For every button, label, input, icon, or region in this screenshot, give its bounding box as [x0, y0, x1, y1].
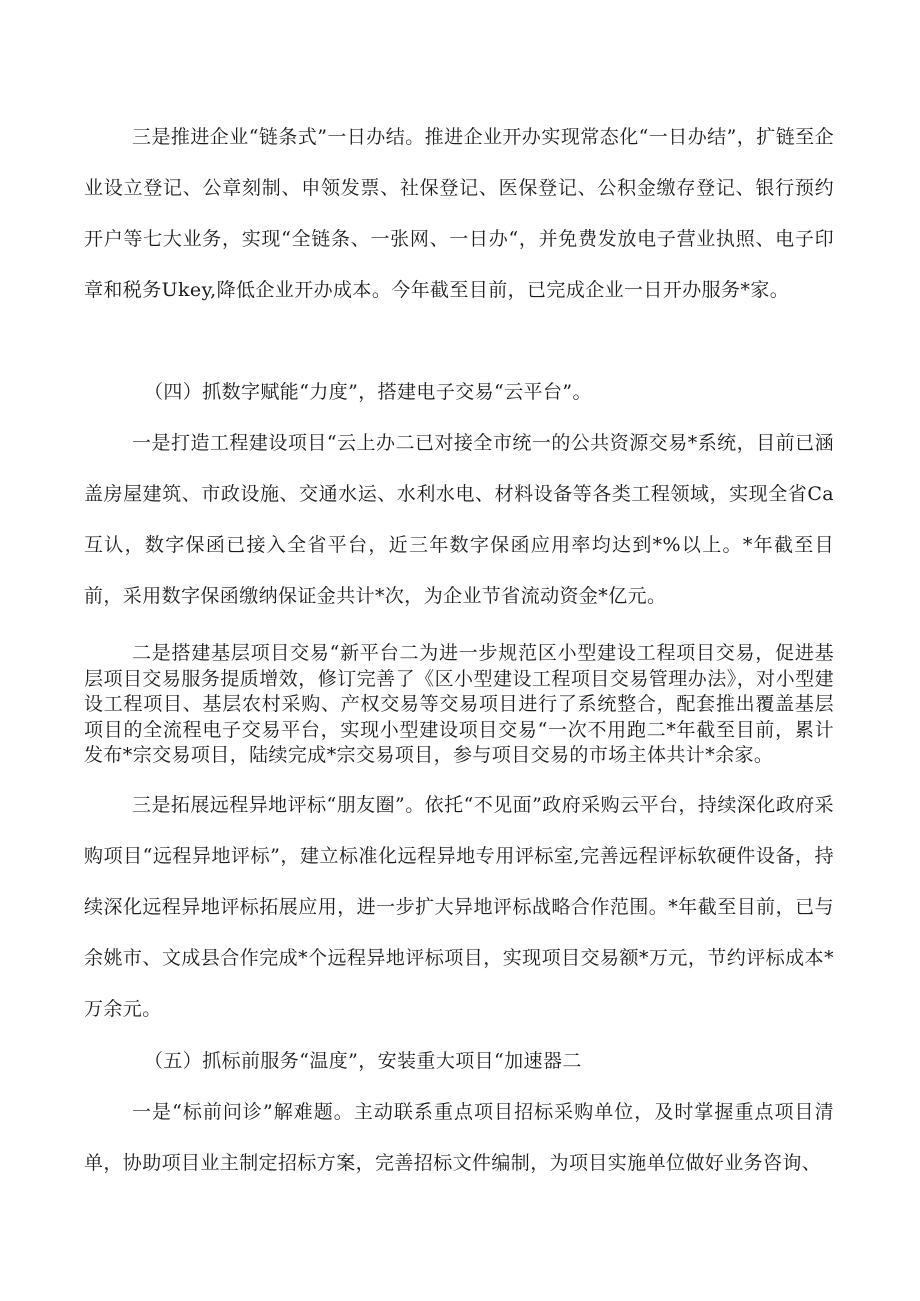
- paragraph-cloud-platform: 一是打造工程建设项目“云上办二已对接全市统一的公共资源交易*系统，目前已涵盖房屋建筑、市政设施、交通水运、水利水电、材料设备等各类工程领域，实现全省Ca互认，数字保函已接入全省平台，近三年数字保函应用率均达到*%以上。*年截至目前，采用数字保函缴纳保证金共计*次，为企业节省流动资金*亿元。: [84, 432, 834, 607]
- paragraph-grassroots-platform: 二是搭建基层项目交易“新平台二为进一步规范区小型建设工程项目交易，促进基层项目交易服务提质增效，修订完善了《区小型建设工程项目交易管理办法》，对小型建设工程项目、基层农村采购、产权交易等交易项目进行了系统整合，配套推出覆盖基层项目的全流程电子交易平台，实现小型建设项目交易“一次不用跑二*年截至目前，累计发布*宗交易项目，陆续完成*宗交易项目，参与项目交易的市场主体共计*余家。: [84, 642, 834, 766]
- section-heading-service: （五）抓标前服务“温度”，安装重大项目“加速器二: [144, 1050, 582, 1072]
- section-heading-digital: （四）抓数字赋能“力度”，搭建电子交易“云平台”。: [144, 381, 592, 403]
- paragraph-pre-bid: 一是“标前问诊”解难题。主动联系重点项目招标采购单位，及时掌握重点项目清单，协助项目业主制定招标方案，完善招标文件编制，为项目实施单位做好业务咨询、: [84, 1101, 834, 1174]
- paragraph-enterprise-chain: 三是推进企业“链条式”一日办结。推进企业开办实现常态化“一日办结”，扩链至企业设立登记、公章刻制、申领发票、社保登记、医保登记、公积金缴存登记、银行预约开户等七大业务，实现“全链条、一张网、一日办“，并免费发放电子营业执照、电子印章和税务Ukey,降低企业开办成本。今年截至目前，已完成企业一日开办服务*家。: [84, 126, 834, 301]
- paragraph-remote-bid: 三是拓展远程异地评标“朋友圈”。依托“不见面”政府采购云平台，持续深化政府采购项目“远程异地评标”，建立标准化远程异地专用评标室,完善远程评标软硬件设备，持续深化远程异地评标拓展应用，进一步扩大异地评标战略合作范围。*年截至目前，已与余姚市、文成县合作完成*个远程异地评标项目，实现项目交易额*万元，节约评标成本*万余元。: [84, 794, 834, 1020]
